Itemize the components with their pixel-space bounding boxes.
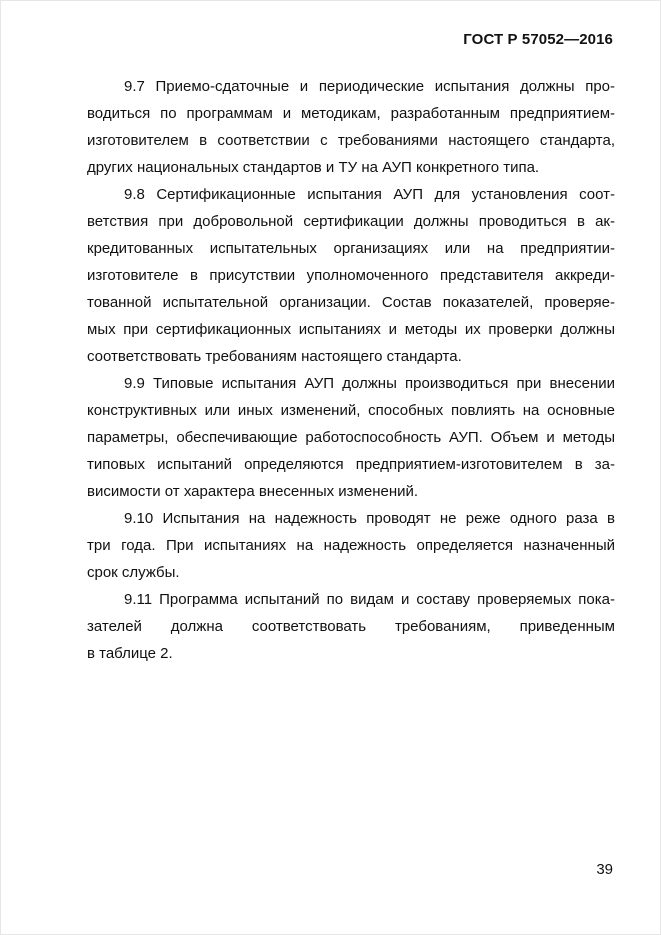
paragraph-line: 9.11 Программа испытаний по видам и составу проверяемых пока- xyxy=(124,591,615,608)
paragraph-line: три года. При испытаниях на надежность определяется назначенный xyxy=(87,537,615,554)
paragraph-line: мых при сертификационных испытаниях и методы их проверки должны xyxy=(87,321,615,338)
paragraph-line: 9.8 Сертификационные испытания АУП для установления соот- xyxy=(124,186,615,203)
document-code-header: ГОСТ Р 57052—2016 xyxy=(463,31,613,48)
paragraph-line: других национальных стандартов и ТУ на АУП конкретного типа. xyxy=(87,159,540,176)
paragraph-line: зателей должна соответствовать требованиям, приведенным xyxy=(87,618,615,635)
paragraph-9-8 xyxy=(87,181,615,370)
document-body xyxy=(87,73,615,667)
paragraph-line: 9.7 Приемо-сдаточные и периодические испытания должны про- xyxy=(124,78,615,95)
paragraph-line: ветствия при добровольной сертификации должны проводиться в ак- xyxy=(87,213,615,230)
paragraph-line: кредитованных испытательных организациях или на предприятии- xyxy=(87,240,615,257)
paragraph-line: висимости от характера внесенных изменений. xyxy=(87,483,419,500)
paragraph-9-7 xyxy=(87,73,615,181)
paragraph-line: типовых испытаний определяются предприятием-изготовителем в за- xyxy=(87,456,615,473)
paragraph-line: в таблице 2. xyxy=(87,645,173,662)
paragraph-line: параметры, обеспечивающие работоспособность АУП. Объем и методы xyxy=(87,429,615,446)
paragraph-9-10 xyxy=(87,505,615,586)
paragraph-line: 9.10 Испытания на надежность проводят не реже одного раза в xyxy=(124,510,615,527)
paragraph-line: изготовителе в присутствии уполномоченного представителя аккреди- xyxy=(87,267,615,284)
paragraph-line: конструктивных или иных изменений, способных повлиять на основные xyxy=(87,402,615,419)
paragraph-line: тованной испытательной организации. Состав показателей, проверяе- xyxy=(87,294,615,311)
paragraph-9-11 xyxy=(87,586,615,667)
paragraph-line: срок службы. xyxy=(87,564,180,581)
paragraph-line: водиться по программам и методикам, разработанным предприятием- xyxy=(87,105,615,122)
paragraph-line: соответствовать требованиям настоящего стандарта. xyxy=(87,348,462,365)
page-number: 39 xyxy=(596,861,613,878)
paragraph-line: изготовителем в соответствии с требованиями настоящего стандарта, xyxy=(87,132,615,149)
paragraph-line: 9.9 Типовые испытания АУП должны производиться при внесении xyxy=(124,375,615,392)
paragraph-9-9 xyxy=(87,370,615,505)
